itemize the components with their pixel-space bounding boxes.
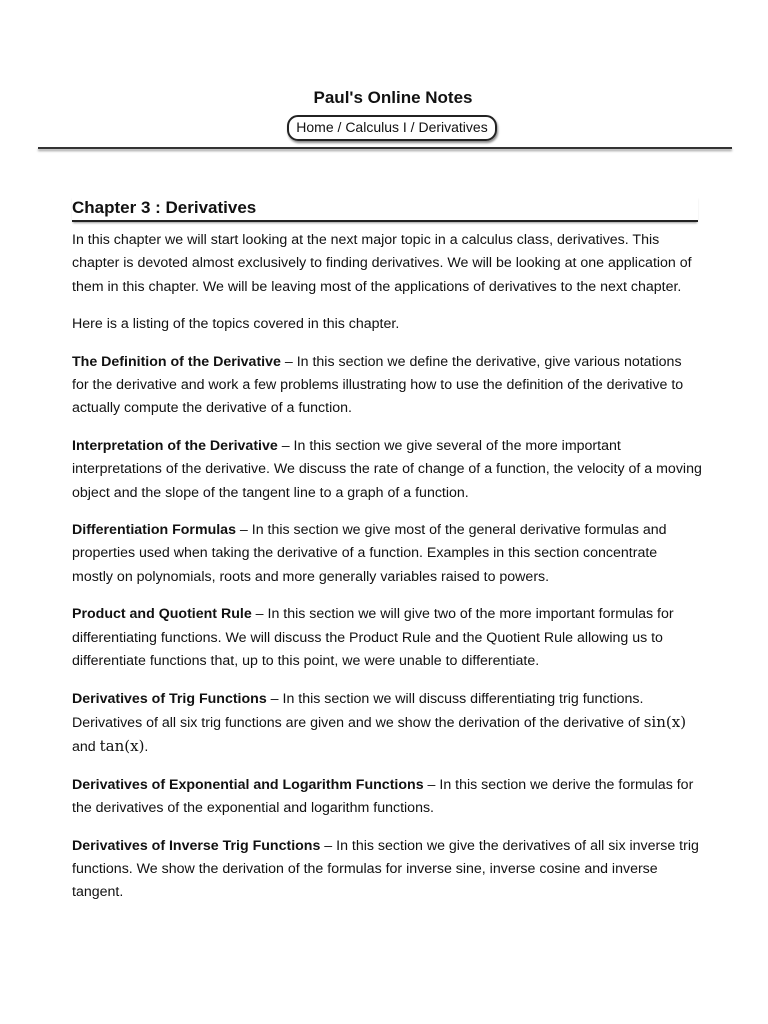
- topic-differentiation-formulas: [72, 519, 702, 589]
- site-title: Paul's Online Notes: [313, 88, 473, 107]
- period: .: [144, 739, 149, 756]
- topic-description: In this section we give most of the general derivative formulas and properties used when taking the derivative of a function. Examples in this section concentrate mostly on polynomials, roots and more generally variables raised to powers.: [72, 522, 667, 585]
- chapter-heading: Chapter 3 : Derivatives: [72, 196, 698, 222]
- topic-derivatives-inverse-trig: [72, 835, 702, 905]
- topic-title-link[interactable]: Product and Quotient Rule: [72, 606, 252, 623]
- dash: –: [277, 437, 294, 454]
- topic-description: In this section we give the derivatives of all six inverse trig functions. We show the derivation of the formulas for inverse sine, inverse cosine and inverse tangent.: [72, 837, 699, 901]
- chapter-intro: In this chapter we will start looking at the next major topic in a calculus class, derivatives. This chapter is devoted almost exclusively to finding derivatives. We will be looking at one application of them in this chapter. We will be leaving most of the applications of derivatives to the next chapter.: [72, 232, 692, 295]
- topic-title-link[interactable]: Interpretation of the Derivative: [72, 437, 278, 454]
- topic-description: In this section we define the derivative, give various notations for the derivative and work a few problems illustrating how to use the definition of the derivative to actually compute the derivative of a function.: [72, 353, 684, 417]
- math-tan-x: tan(x): [99, 737, 145, 756]
- topic-title-link[interactable]: Derivatives of Exponential and Logarithm Functions: [72, 776, 424, 793]
- breadcrumb-separator: /: [406, 119, 419, 135]
- topic-product-quotient-rule: [72, 603, 702, 673]
- math-sin-x: sin(x): [643, 712, 687, 731]
- topic-description: In this section we give several of the more important interpretations of the derivative. We discuss the rate of change of a function, the velocity of a moving object and the slope of the tangent line to a graph of a function.: [72, 437, 702, 501]
- dash: –: [423, 776, 440, 793]
- topic-derivatives-exp-log: [72, 774, 702, 821]
- dash: –: [280, 353, 297, 370]
- topic-definition-of-derivative: [72, 351, 702, 421]
- topic-description: In this section we will give two of the more important formulas for differentiating functions. We will discuss the Product Rule and the Quotient Rule allowing us to differentiate functions that, up to this point, we were unable to differentiate.: [72, 606, 674, 670]
- topic-title-link[interactable]: Derivatives of Inverse Trig Functions: [72, 837, 321, 854]
- dash: –: [266, 690, 283, 707]
- topic-description: In this section we derive the formulas for the derivatives of the exponential and logarithm functions.: [72, 776, 694, 817]
- site-header: [0, 86, 768, 141]
- breadcrumb-home-link[interactable]: Home: [296, 119, 334, 135]
- dash: –: [251, 606, 268, 623]
- conjunction: and: [72, 739, 100, 756]
- breadcrumb-separator: /: [333, 119, 346, 135]
- topic-title-link[interactable]: Differentiation Formulas: [72, 522, 236, 539]
- topic-interpretation-of-derivative: [72, 435, 702, 505]
- dash: –: [320, 837, 337, 854]
- breadcrumb: [287, 115, 496, 141]
- topic-description: In this section we will discuss differentiating trig functions. Derivatives of all six trig functions are given and we show the derivation of the derivative of: [72, 690, 644, 731]
- topic-derivatives-of-trig: [72, 688, 702, 760]
- chapter-content: [72, 229, 702, 919]
- listing-intro: Here is a listing of the topics covered in this chapter.: [72, 316, 400, 333]
- topic-title-link[interactable]: Derivatives of Trig Functions: [72, 690, 267, 707]
- header-divider: [38, 147, 732, 149]
- breadcrumb-current-page[interactable]: Derivatives: [418, 119, 488, 135]
- dash: –: [235, 522, 252, 539]
- topic-title-link[interactable]: The Definition of the Derivative: [72, 353, 281, 370]
- breadcrumb-section-link[interactable]: Calculus I: [345, 119, 407, 135]
